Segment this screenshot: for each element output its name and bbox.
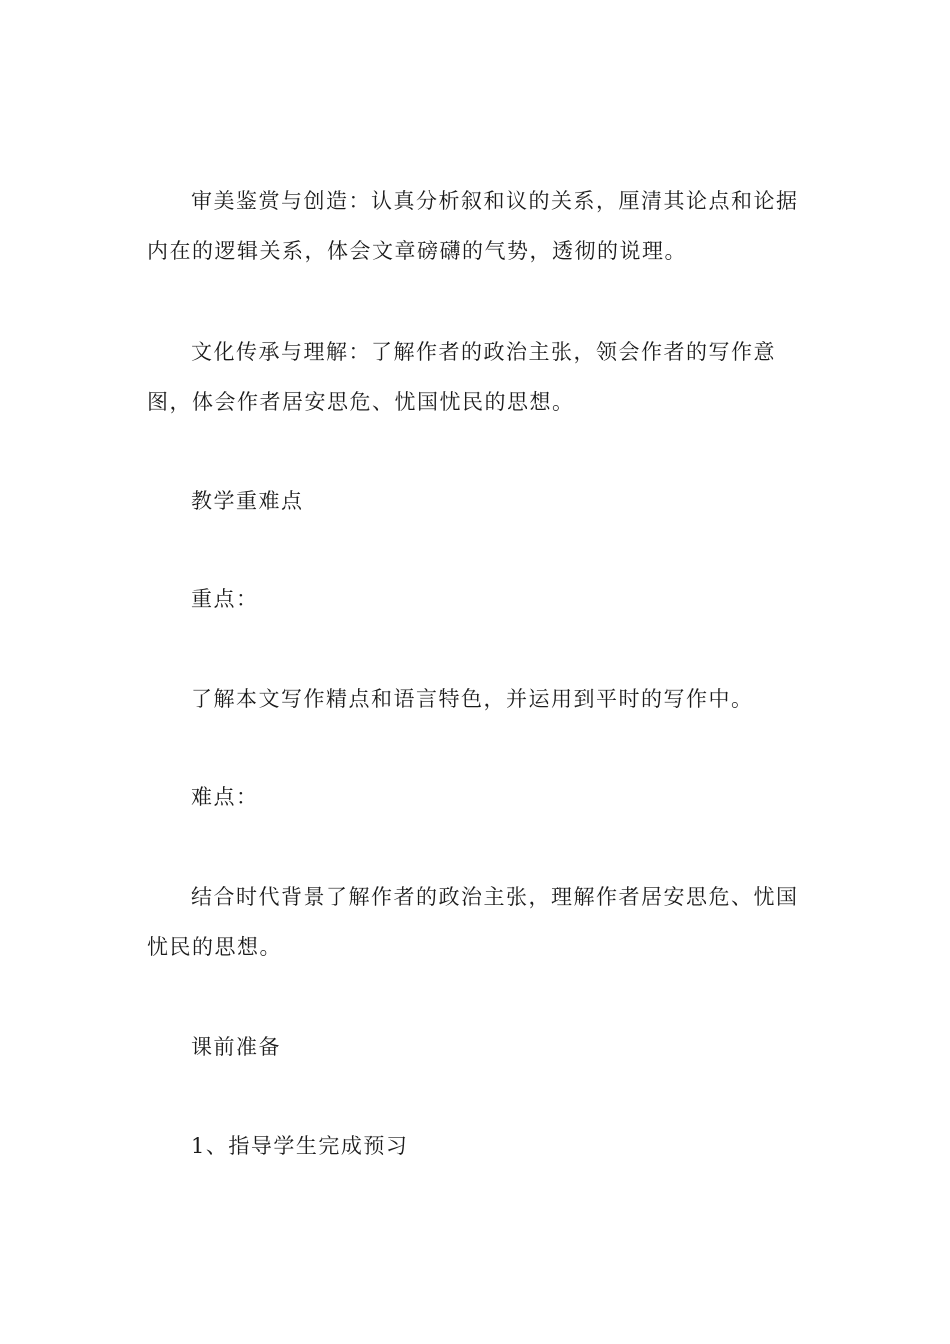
list-item-preview-guidance: 1、指导学生完成预习 — [191, 1134, 409, 1158]
paragraph-cultural-inheritance: 文化传承与理解：了解作者的政治主张，领会作者的写作意图，体会作者居安思危、忧国忧民的思想。 — [147, 340, 776, 414]
paragraph-key-points: 了解本文写作精点和语言特色，并运用到平时的写作中。 — [191, 687, 754, 711]
paragraph-aesthetic-appreciation: 审美鉴赏与创造：认真分析叙和议的关系，厘清其论点和论据内在的逻辑关系，体会文章磅礴的气势，透彻的说理。 — [147, 189, 799, 263]
heading-preparation: 课前准备 — [191, 1035, 281, 1059]
label-key-points: 重点： — [191, 587, 259, 611]
heading-key-difficult-points: 教学重难点 — [191, 489, 304, 513]
label-difficult-points: 难点： — [191, 785, 259, 809]
paragraph-difficult-points: 结合时代背景了解作者的政治主张，理解作者居安思危、忧国忧民的思想。 — [147, 885, 799, 959]
